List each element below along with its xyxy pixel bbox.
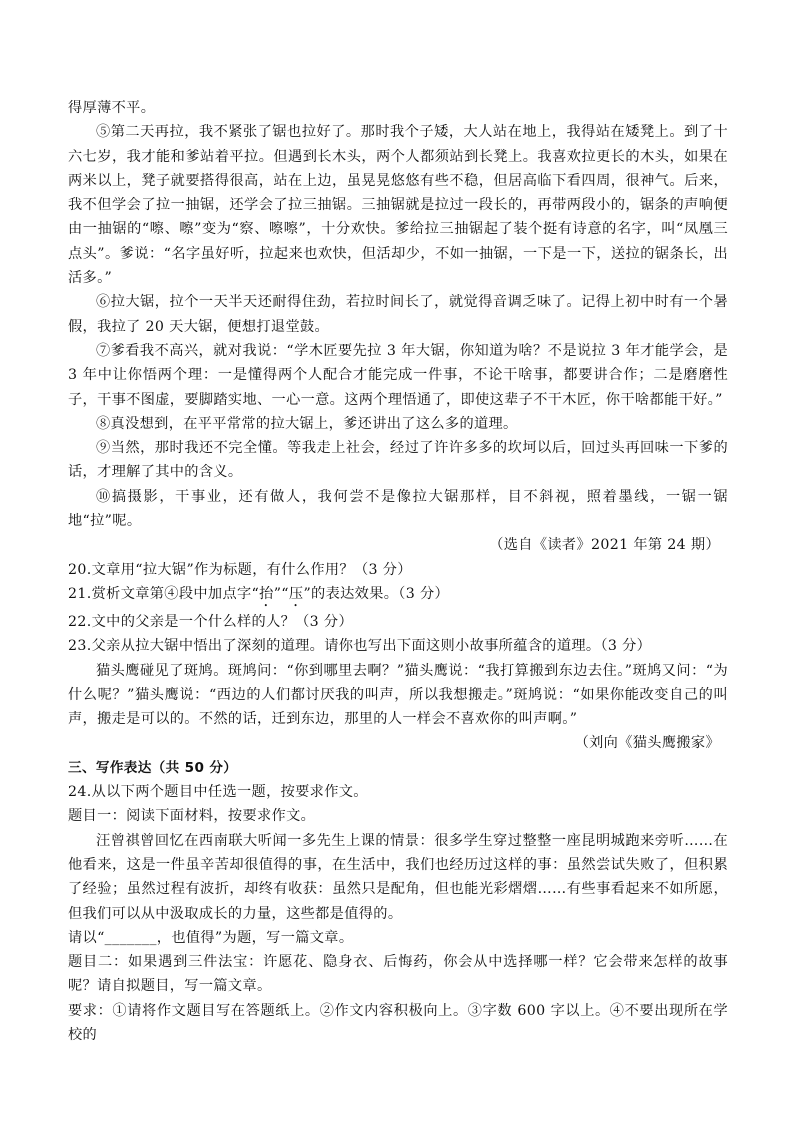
passage-source: （选自《读者》2021 年第 24 期） — [489, 537, 720, 554]
exam-page — [68, 96, 728, 1047]
question-21-text-b: ”“ — [273, 585, 289, 602]
paragraph-10: ⑩搞摄影，干事业，还有做人，我何尝不是像拉大锯那样，目不斜视，照着墨线，一锯一锯地“拉”呢。 — [68, 488, 728, 530]
topic-2: 题目二：如果遇到三件法宝：许愿花、隐身衣、后悔药，你会从中选择哪一样？它会带来怎样的故事呢？请自拟题目，写一篇文章。 — [68, 954, 728, 995]
paragraph-8: ⑧真没想到，在平平常常的拉大锯上，爹还讲出了这么多的道理。 — [96, 415, 518, 432]
question-24: 24.从以下两个题目中任选一题，按要求作文。 — [68, 784, 368, 801]
topic-1-label: 题目一：阅读下面材料，按要求作文。 — [68, 808, 316, 825]
question-21 — [68, 582, 728, 610]
story-source: （刘向《猫头鹰搬家》 — [574, 735, 720, 752]
dotted-word-2: 压 — [288, 585, 304, 602]
question-21-text-c: ”的表达效果。（3 分） — [303, 585, 450, 602]
passage-continuation: 得厚薄不平。 — [68, 100, 156, 116]
topic-1-material: 汪曾祺曾回忆在西南联大听闻一多先生上课的情景：很多学生穿过整整一座昆明城跑来旁听……在他看来，这是一件虽辛苦却很值得的事，在生活中，我们也经历过这样的事：虽然尝试失败了，但积累了经验；虽然过程有波折，却终有收获：虽然只是配角，但也能光彩熠熠……有些事看起来不如所愿，但我们可以从中汲取成长的力量，这些都是值得的。 — [68, 832, 728, 922]
paragraph-5: ⑤第二天再拉，我不紧张了锯也拉好了。那时我个子矮，大人站在地上，我得站在矮凳上。到了十六七岁，我才能和爹站着平拉。但遇到长木头，两个人都须站到长凳上。我喜欢拉更长的木头，如果在两米以上，凳子就要搭得很高，站在上边，虽晃晃悠悠有些不稳，但居高临下看四周，很神气。后来，我不但学会了拉一抽锯，还学会了拉三抽锯。三抽锯就是拉过一段长的，再带两段小的，锯条的声响便由一抽锯的“嚓、嚓”变为“察、嚓嚓”，十分欢快。爹给拉三抽锯起了装个挺有诗意的名字，叫“凤凰三点头”。爹说：“名字虽好听，拉起来也欢快，但活却少，不如一抽锯，一下是一下，送拉的锯条长，出活多。” — [68, 124, 728, 287]
question-23-story: 猫头鹰碰见了斑鸠。斑鸠问：“你到哪里去啊？”猫头鹰说：“我打算搬到东边去住。”斑鸠又问：“为什么呢？”猫头鹰说：“西边的人们都讨厌我的叫声，所以我想搬走。”斑鸠说：“如果你能改变自己的叫声，搬走是可以的。不然的话，迁到东边，那里的人一样会不喜欢你的叫声啊。” — [68, 662, 728, 728]
question-21-text-a: 21.赏析文章第④段中加点字“ — [68, 585, 260, 602]
question-22: 22.文中的父亲是一个什么样的人？（3 分） — [68, 613, 353, 630]
paragraph-7: ⑦爹看我不高兴，就对我说：“学木匠要先拉 3 年大锯，你知道为啥？不是说拉 3 年才能学会，是 3 年中让你悟两个理：一是懂得两个人配合才能完成一件事，不论干啥事，都要讲合作；二是磨磨性子，干事不图虚，要脚踏实地、一心一意。这两个理悟通了，即使这辈子不干木匠，你干啥都能干好。” — [68, 342, 728, 408]
writing-requirements: 要求：①请将作文题目写在答题纸上。②作文内容积极向上。③字数 600 字以上。④不要出现所在学校的 — [68, 1002, 728, 1043]
topic-1-prompt: 请以“_______，也值得”为题，写一篇文章。 — [68, 929, 354, 946]
question-23: 23.父亲从拉大锯中悟出了深刻的道理。请你也写出下面这则小故事所蕴含的道理。（3 分） — [68, 638, 652, 655]
section-heading-writing: 三、写作表达（共 50 分） — [68, 759, 238, 776]
paragraph-9: ⑨当然，那时我还不完全懂。等我走上社会，经过了许许多多的坎坷以后，回过头再回味一下爹的话，才理解了其中的含义。 — [68, 440, 728, 481]
dotted-word-1: 抬 — [259, 585, 274, 602]
question-20: 20.文章用“拉大锯”作为标题，有什么作用？（3 分） — [68, 561, 412, 578]
paragraph-6: ⑥拉大锯，拉个一天半天还耐得住劲，若拉时间长了，就觉得音调乏味了。记得上初中时有一个暑假，我拉了 20 天大锯，便想打退堂鼓。 — [68, 294, 728, 335]
